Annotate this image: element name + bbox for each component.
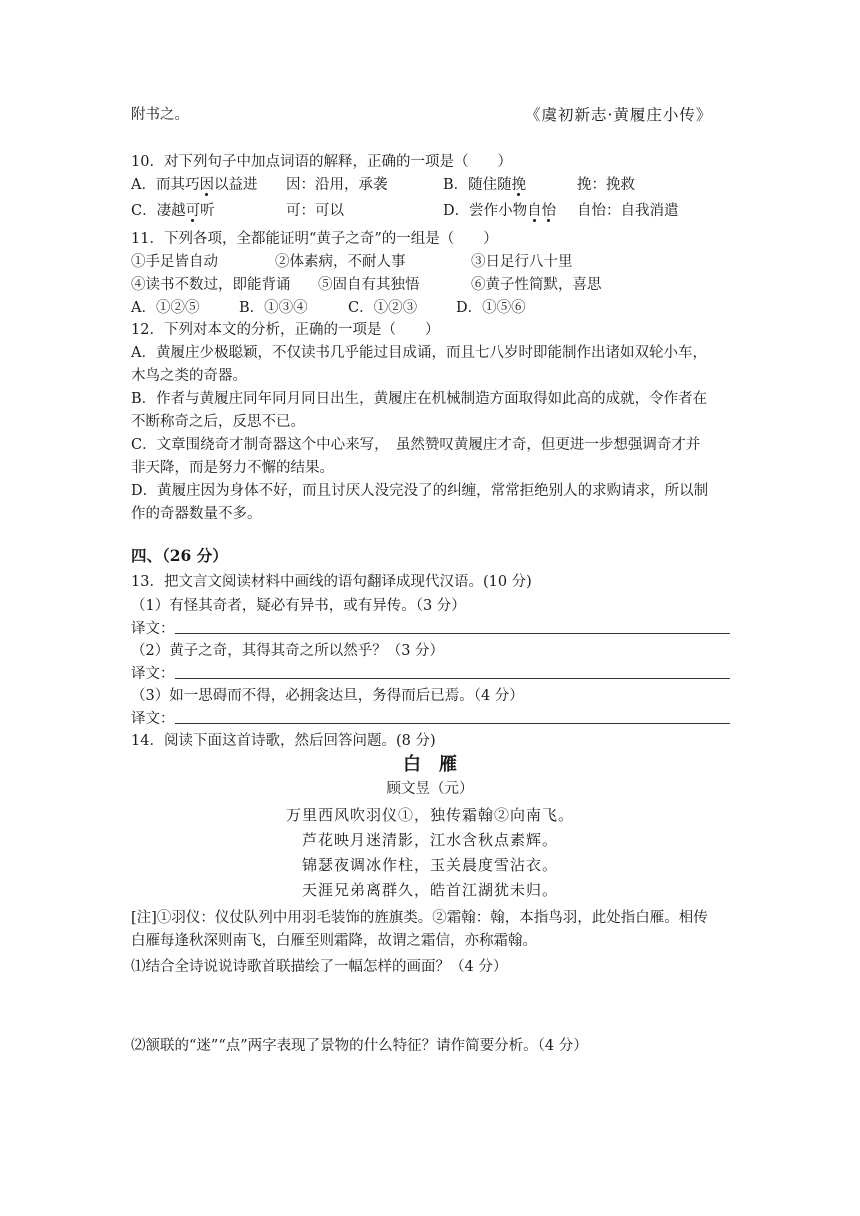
q12-option-b-line2: 不断称奇之后，反思不已。 <box>131 414 305 430</box>
q13-answer-label-3: 译文： <box>131 711 175 727</box>
q13-stem: 13．把文言文阅读材料中画线的语句翻译成现代汉语。(10 分) <box>131 574 532 590</box>
q11-option-d: D．①⑤⑥ <box>456 300 526 316</box>
q11-option-b: B．①③④ <box>239 300 308 316</box>
poem-line-2: 芦花映月迷清影，江水含秋点素辉。 <box>301 831 558 849</box>
q13-answer-line-2[interactable] <box>175 678 730 679</box>
q11-option-a: A．①②⑤ <box>131 300 200 316</box>
poem-note-line1: [注]①羽仪：仪仗队列中用羽毛装饰的旌旗类。②霜翰：翰，本指鸟羽，此处指白雁。相传 <box>131 910 708 926</box>
q11-item-1: ①手足皆自动 <box>131 254 218 270</box>
q12-option-a-line1: A．黄履庄少极聪颖，不仅读书几乎能过目成诵，而且七八岁时即能制作出诸如双轮小车， <box>131 345 707 361</box>
q12-option-d-line2: 作的奇器数量不多。 <box>131 506 262 522</box>
q11-item-3: ③日足行八十里 <box>471 254 573 270</box>
section-4-heading: 四、（26 分） <box>131 546 228 565</box>
q13-answer-line-3[interactable] <box>175 723 730 724</box>
q12-option-a-line2: 木鸟之类的奇器。 <box>131 368 247 384</box>
q10-b-dotted-word: 挽 <box>511 177 527 193</box>
q12-option-c-line1: C．文章围绕奇才制奇器这个中心来写， 虽然赞叹黄履庄才奇，但更进一步想强调奇才并 <box>131 437 701 453</box>
q10-d-dotted-word-2: 怡 <box>541 203 557 219</box>
q13-sentence-3: （3）如一思碍而不得，必拥衾达旦，务得而后已焉。（4 分） <box>131 688 524 704</box>
poem-line-4: 天涯兄弟离群久，皓首江湖犹未归。 <box>301 881 558 899</box>
q13-answer-label-2: 译文： <box>131 666 175 682</box>
q10-d-dotted-word-1: 自 <box>527 203 542 219</box>
poem-note-line2: 白雁每逢秋深则南飞，白雁至则霜降，故谓之霜信，亦称霜翰。 <box>131 933 537 949</box>
q11-item-4: ④读书不数过，即能背诵 <box>131 277 291 293</box>
q12-stem: 12．下列对本文的分析，正确的一项是（ ） <box>131 322 440 338</box>
q11-item-6: ⑥黄子性简默，喜思 <box>471 277 602 293</box>
q13-sentence-2: （2）黄子之奇，其得其奇之所以然乎？（3 分） <box>131 643 445 659</box>
poem-line-3: 锦瑟夜调冰作柱，玉关晨度雪沾衣。 <box>301 856 558 874</box>
q11-option-c: C．①②③ <box>348 300 418 316</box>
q11-item-2: ②体素病，不耐人事 <box>275 254 406 270</box>
q10-option-b: B．随住随挽 <box>443 177 527 193</box>
poem-line-1: 万里西风吹羽仪①，独传霜翰②向南飞。 <box>285 806 574 824</box>
q11-stem: 11．下列各项，全都能证明“黄子之奇”的一组是（ ） <box>131 231 498 247</box>
q14-subquestion-1: ⑴结合全诗说说诗歌首联描绘了一幅怎样的画面？（4 分） <box>131 959 508 975</box>
q13-answer-line-1[interactable] <box>175 633 730 634</box>
q13-answer-label-1: 译文： <box>131 621 175 637</box>
poem-title: 白雁 <box>403 754 475 775</box>
q10-option-a: A．而其巧因以益进 <box>131 177 258 193</box>
q10-option-d: D．尝作小物自怡 <box>443 203 557 219</box>
q10-option-b-explain: 挽：挽救 <box>577 177 635 193</box>
q10-option-c-explain: 可：可以 <box>286 203 344 219</box>
q11-item-5: ⑤固自有其独悟 <box>318 277 420 293</box>
poem-author: 顾文昱（元） <box>386 781 474 797</box>
q10-option-d-explain: 自怡：自我消遣 <box>577 203 679 219</box>
q13-sentence-1: （1）有怪其奇者，疑必有异书，或有异传。（3 分） <box>131 598 466 614</box>
q10-option-a-explain: 因：沿用，承袭 <box>286 177 388 193</box>
passage-source: 《虞初新志·黄履庄小传》 <box>525 106 713 124</box>
q10-option-c: C．凄越可听 <box>131 203 215 219</box>
q10-c-dotted-word: 可 <box>185 203 201 219</box>
q12-option-b-line1: B．作者与黄履庄同年同月同日出生，黄履庄在机械制造方面取得如此高的成就，令作者在 <box>131 391 708 407</box>
q10-stem: 10．对下列句子中加点词语的解释，正确的一项是（ ） <box>131 154 512 170</box>
passage-ending: 附书之。 <box>131 107 189 123</box>
q14-subquestion-2: ⑵颔联的“迷”“点”两字表现了景物的什么特征？请作简要分析。（4 分） <box>131 1038 588 1054</box>
q10-a-dotted-word: 因 <box>199 177 214 193</box>
q12-option-d-line1: D．黄履庄因为身体不好，而且讨厌人没完没了的纠缠，常常拒绝别人的求购请求，所以制 <box>131 483 709 499</box>
q14-stem: 14．阅读下面这首诗歌，然后回答问题。(8 分) <box>131 733 436 749</box>
q12-option-c-line2: 非天降，而是努力不懈的结果。 <box>131 460 334 476</box>
